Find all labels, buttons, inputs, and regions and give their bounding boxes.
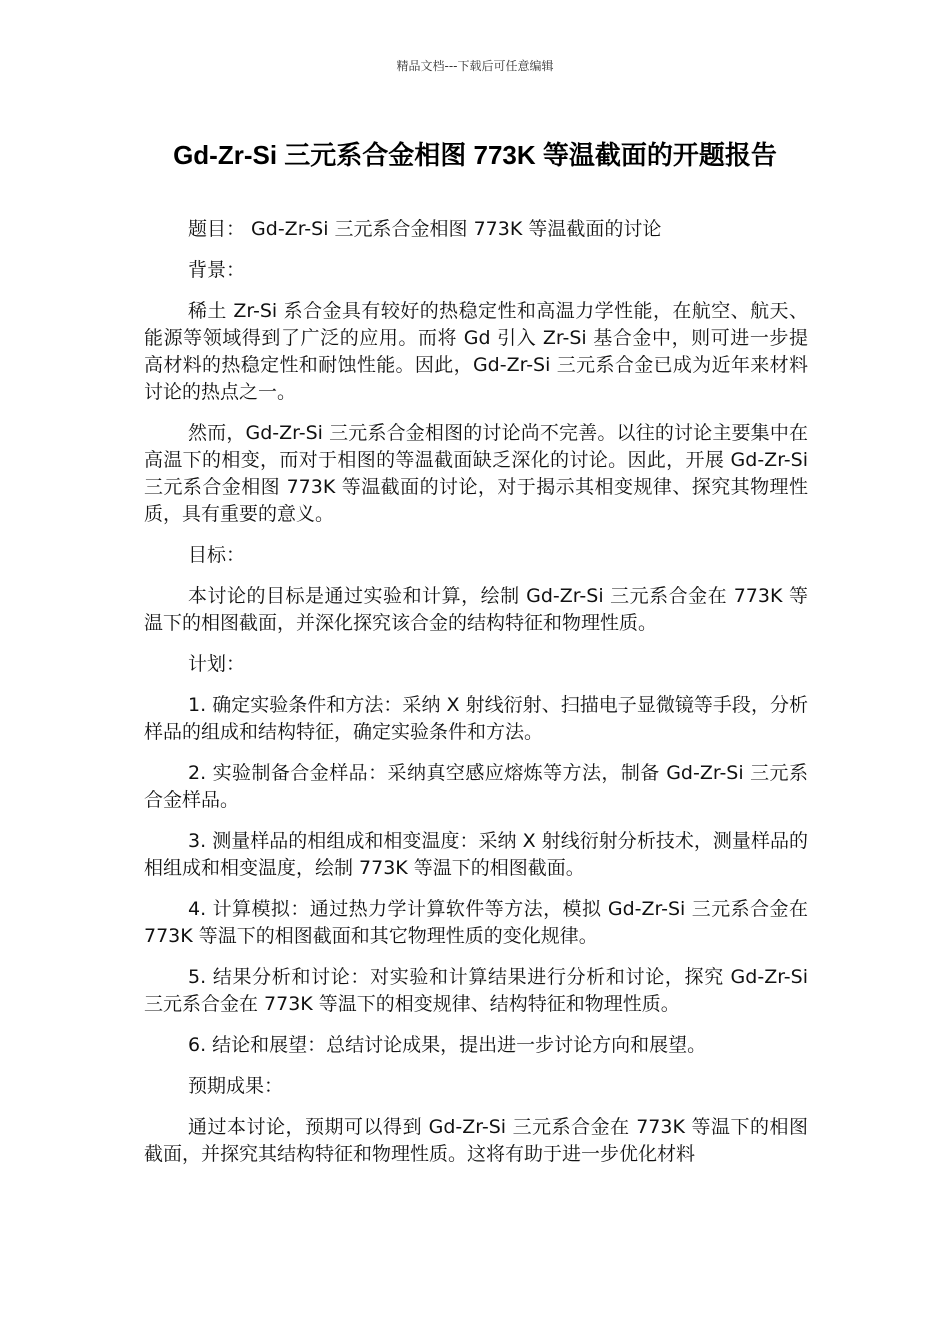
heading-expected-results: 预期成果： <box>188 1075 284 1097</box>
plan-item-2: 2. 实验制备合金样品：采纳真空感应熔炼等方法，制备 Gd-Zr-Si 三元系合金样品。 <box>144 762 808 811</box>
plan-item-3: 3. 测量样品的相组成和相变温度：采纳 X 射线衍射分析技术，测量样品的相组成和相变温度，绘制 773K 等温下的相图截面。 <box>144 830 808 879</box>
document-title: Gd-Zr-Si 三元系合金相图 773K 等温截面的开题报告 <box>173 140 777 170</box>
paragraph-background-2: 然而，Gd-Zr-Si 三元系合金相图的讨论尚不完善。以往的讨论主要集中在高温下的相变，而对于相图的等温截面缺乏深化的讨论。因此，开展 Gd-Zr-Si 三元系合金相图 773K 等温截面的讨论，对于揭示其相变规律、探究其物理性质，具有重要的意义。 <box>144 422 808 525</box>
heading-background: 背景： <box>188 259 246 281</box>
paragraph-background-1: 稀土 Zr-Si 系合金具有较好的热稳定性和高温力学性能，在航空、航天、能源等领域得到了广泛的应用。而将 Gd 引入 Zr-Si 基合金中，则可进一步提高材料的热稳定性和耐蚀性能。因此，Gd-Zr-Si 三元系合金已成为近年来材料讨论的热点之一。 <box>144 300 808 403</box>
heading-goal: 目标： <box>188 544 246 566</box>
plan-item-6: 6. 结论和展望：总结讨论成果，提出进一步讨论方向和展望。 <box>188 1034 707 1056</box>
plan-item-4: 4. 计算模拟：通过热力学计算软件等方法，模拟 Gd-Zr-Si 三元系合金在 773K 等温下的相图截面和其它物理性质的变化规律。 <box>144 898 808 947</box>
paragraph-expected-results: 通过本讨论，预期可以得到 Gd-Zr-Si 三元系合金在 773K 等温下的相图截面，并探究其结构特征和物理性质。这将有助于进一步优化材料 <box>144 1116 808 1165</box>
page-header: 精品文档---下载后可任意编辑 <box>396 59 554 73</box>
plan-item-5: 5. 结果分析和讨论：对实验和计算结果进行分析和讨论，探究 Gd-Zr-Si 三元系合金在 773K 等温下的相变规律、结构特征和物理性质。 <box>144 966 808 1015</box>
plan-item-1: 1. 确定实验条件和方法：采纳 X 射线衍射、扫描电子显微镜等手段，分析样品的组成和结构特征，确定实验条件和方法。 <box>144 694 808 743</box>
paragraph-goal: 本讨论的目标是通过实验和计算，绘制 Gd-Zr-Si 三元系合金在 773K 等温下的相图截面，并深化探究该合金的结构特征和物理性质。 <box>144 585 808 634</box>
heading-plan: 计划： <box>188 653 246 675</box>
document-body <box>144 216 808 1182</box>
paragraph-topic: 题目： Gd-Zr-Si 三元系合金相图 773K 等温截面的讨论 <box>188 218 662 240</box>
